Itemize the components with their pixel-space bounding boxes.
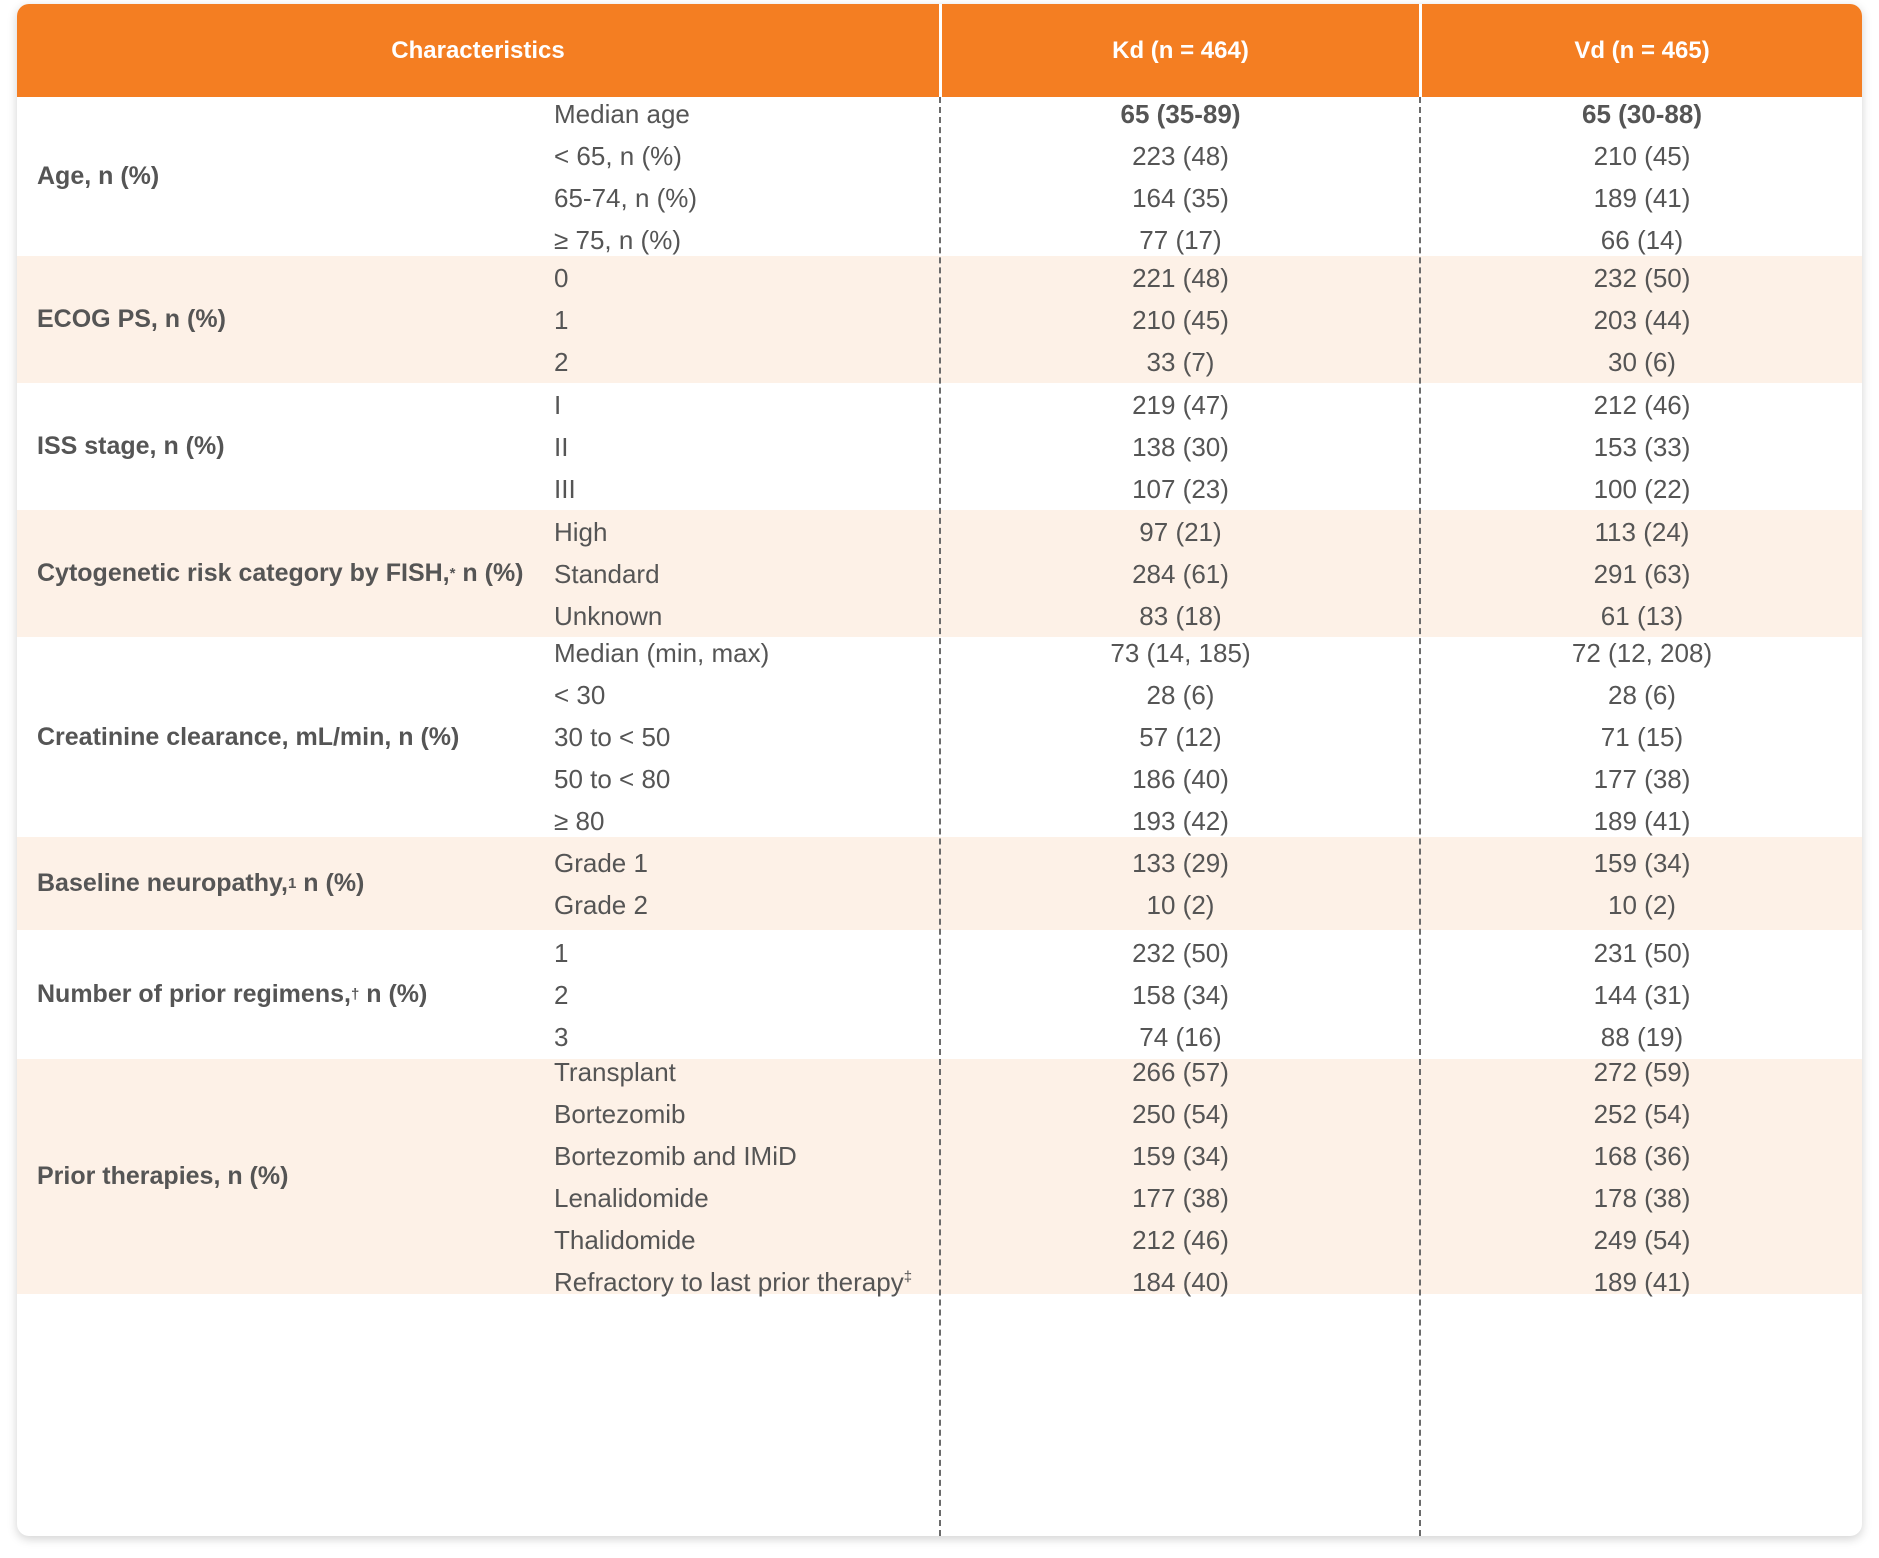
column-divider-kd <box>939 97 941 1536</box>
subcategory-label <box>554 553 662 595</box>
category-label <box>37 1059 537 1294</box>
category-text: Age, n (%) <box>37 162 160 190</box>
vd-column <box>1422 383 1862 510</box>
kd-value: 74 (16) <box>1139 1021 1222 1052</box>
subcategory-text: Thalidomide <box>554 1224 696 1255</box>
vd-value: 28 (6) <box>1608 680 1676 710</box>
kd-value: 210 (45) <box>1132 304 1229 335</box>
vd-value: 113 (24) <box>1594 516 1690 547</box>
kd-value: 177 (38) <box>1132 1182 1229 1213</box>
subcategory-label <box>554 299 568 341</box>
vd-value: 272 (59) <box>1593 1056 1691 1087</box>
kd-column <box>942 837 1419 930</box>
category-label <box>37 510 537 637</box>
kd-column <box>942 256 1419 383</box>
kd-value: 10 (2) <box>1146 889 1215 920</box>
vd-value: 291 (63) <box>1593 558 1691 589</box>
header-vd: Vd (n = 465) <box>1422 4 1862 97</box>
subcategory-text: Refractory to last prior therapy <box>554 1266 904 1297</box>
vd-value: 232 (50) <box>1593 262 1691 293</box>
category-text-tail: n (%) <box>296 869 365 897</box>
vd-value: 252 (54) <box>1593 1098 1691 1129</box>
kd-value: 250 (54) <box>1132 1098 1229 1129</box>
subcategory-label <box>554 1135 912 1177</box>
subcategory-column <box>554 383 576 510</box>
vd-value: 153 (33) <box>1593 431 1691 462</box>
subcategory-label <box>554 1219 912 1261</box>
subcategory-text: Grade 1 <box>554 847 648 878</box>
subcategory-label <box>554 842 648 884</box>
subcategory-text: < 30 <box>554 680 606 710</box>
subcategory-label <box>554 632 769 674</box>
category-text: Cytogenetic risk category by FISH, <box>37 559 450 587</box>
subcategory-label <box>554 674 769 716</box>
subcategory-column <box>554 97 697 256</box>
subcategory-text: 1 <box>554 937 569 968</box>
category-text-tail: n (%) <box>455 559 524 587</box>
characteristics-table <box>17 4 1862 1536</box>
vd-value: 71 (15) <box>1600 722 1684 752</box>
vd-value: 178 (38) <box>1593 1182 1691 1213</box>
subcategory-column <box>554 930 568 1059</box>
vd-value: 61 (13) <box>1600 600 1684 631</box>
category-label <box>37 97 537 256</box>
category-text: ECOG PS, n (%) <box>37 305 226 333</box>
kd-value: 57 (12) <box>1139 722 1222 752</box>
kd-value: 232 (50) <box>1132 937 1229 968</box>
vd-value: 189 (41) <box>1593 182 1691 213</box>
kd-column <box>942 97 1419 256</box>
subcategory-column <box>554 256 568 383</box>
subcategory-text: Transplant <box>554 1056 676 1087</box>
vd-column <box>1422 1056 1862 1297</box>
footnote-mark: ‡ <box>903 1267 913 1285</box>
kd-value: 212 (46) <box>1132 1224 1229 1255</box>
kd-value: 133 (29) <box>1132 847 1229 878</box>
subcategory-text: ≥ 75, n (%) <box>554 224 681 255</box>
subcategory-label <box>554 884 648 926</box>
subcategory-text: 3 <box>554 1021 569 1052</box>
vd-value: 231 (50) <box>1593 937 1691 968</box>
kd-value: 97 (21) <box>1139 516 1222 547</box>
category-text: Creatinine clearance, mL/min, n (%) <box>37 722 460 751</box>
subcategory-label <box>554 1051 912 1093</box>
subcategory-text: Bortezomib and IMiD <box>554 1140 797 1171</box>
kd-value: 223 (48) <box>1132 140 1229 171</box>
subcategory-label <box>554 384 576 426</box>
subcategory-label <box>554 341 568 383</box>
category-text-tail: n (%) <box>359 980 428 1008</box>
subcategory-label <box>554 1261 912 1303</box>
kd-column <box>942 1056 1419 1297</box>
kd-column <box>942 930 1419 1059</box>
category-label <box>37 256 537 383</box>
subcategory-text: 50 to < 80 <box>554 764 671 794</box>
kd-value: 266 (57) <box>1132 1056 1229 1087</box>
footnote-mark: 1 <box>288 875 297 892</box>
subcategory-label <box>554 1093 912 1135</box>
subcategory-text: II <box>554 431 569 462</box>
kd-value: 219 (47) <box>1132 389 1229 420</box>
category-text: Baseline neuropathy, <box>37 869 288 897</box>
vd-value: 159 (34) <box>1593 847 1691 878</box>
vd-value: 210 (45) <box>1593 140 1691 171</box>
vd-value: 144 (31) <box>1593 979 1691 1010</box>
subcategory-text: 30 to < 50 <box>554 722 671 752</box>
subcategory-label <box>554 800 769 842</box>
subcategory-label <box>554 511 662 553</box>
kd-value: 164 (35) <box>1132 182 1229 213</box>
column-divider-vd <box>1419 97 1421 1536</box>
subcategory-text: Median age <box>554 98 690 129</box>
subcategory-text: Bortezomib <box>554 1098 686 1129</box>
subcategory-label <box>554 219 697 261</box>
kd-value: 284 (61) <box>1132 558 1229 589</box>
kd-value: 221 (48) <box>1132 262 1229 293</box>
vd-value: 249 (54) <box>1593 1224 1691 1255</box>
subcategory-text: Grade 2 <box>554 889 648 920</box>
vd-value: 10 (2) <box>1608 889 1676 920</box>
vd-column <box>1422 837 1862 930</box>
subcategory-text: III <box>554 473 576 504</box>
subcategory-label <box>554 177 697 219</box>
subcategory-column <box>554 637 769 837</box>
category-text: Number of prior regimens, <box>37 980 351 1008</box>
kd-value: 83 (18) <box>1139 600 1222 631</box>
subcategory-label <box>554 595 662 637</box>
vd-value: 72 (12, 208) <box>1571 638 1713 668</box>
subcategory-label <box>554 974 568 1016</box>
subcategory-text: Median (min, max) <box>554 638 770 668</box>
subcategory-text: I <box>554 389 562 420</box>
vd-value: 177 (38) <box>1593 764 1691 794</box>
kd-value: 73 (14, 185) <box>1110 638 1251 668</box>
vd-value: 88 (19) <box>1600 1021 1684 1052</box>
vd-value: 65 (30-88) <box>1582 98 1702 129</box>
kd-value: 33 (7) <box>1146 346 1215 377</box>
kd-value: 184 (40) <box>1132 1266 1229 1297</box>
kd-column <box>942 510 1419 637</box>
vd-value: 203 (44) <box>1593 304 1691 335</box>
vd-column <box>1422 510 1862 637</box>
subcategory-text: Unknown <box>554 600 663 631</box>
vd-value: 66 (14) <box>1600 224 1684 255</box>
vd-value: 189 (41) <box>1593 806 1691 836</box>
vd-value: 100 (22) <box>1593 473 1691 504</box>
subcategory-text: 1 <box>554 304 569 335</box>
vd-value: 189 (41) <box>1593 1266 1691 1297</box>
subcategory-label <box>554 758 769 800</box>
vd-value: 30 (6) <box>1608 346 1676 377</box>
header-kd: Kd (n = 464) <box>942 4 1419 97</box>
footnote-mark: † <box>350 986 360 1003</box>
subcategory-label <box>554 93 697 135</box>
kd-value: 193 (42) <box>1132 806 1229 836</box>
vd-column <box>1422 97 1862 256</box>
subcategory-label <box>554 257 568 299</box>
subcategory-text: < 65, n (%) <box>554 140 682 171</box>
subcategory-text: 0 <box>554 262 569 293</box>
subcategory-text: High <box>554 516 608 547</box>
vd-column <box>1422 930 1862 1059</box>
subcategory-label <box>554 426 576 468</box>
subcategory-text: ≥ 80 <box>554 806 605 836</box>
kd-value: 77 (17) <box>1139 224 1222 255</box>
subcategory-text: 2 <box>554 346 569 377</box>
kd-value: 107 (23) <box>1132 473 1229 504</box>
category-label <box>37 930 537 1059</box>
kd-value: 28 (6) <box>1146 680 1215 710</box>
kd-value: 65 (35-89) <box>1120 98 1241 129</box>
subcategory-text: 2 <box>554 979 569 1010</box>
kd-column <box>942 383 1419 510</box>
subcategory-label <box>554 1177 912 1219</box>
subcategory-text: Standard <box>554 558 660 589</box>
vd-value: 212 (46) <box>1593 389 1691 420</box>
subcategory-label <box>554 716 769 758</box>
footnote-mark: * <box>449 565 456 582</box>
header-characteristics: Characteristics <box>17 4 939 97</box>
subcategory-column <box>554 510 662 637</box>
subcategory-text: 65-74, n (%) <box>554 182 698 213</box>
vd-column <box>1422 637 1862 837</box>
category-label <box>37 837 537 930</box>
vd-column <box>1422 256 1862 383</box>
subcategory-label <box>554 932 568 974</box>
category-label <box>37 383 537 510</box>
kd-value: 138 (30) <box>1132 431 1229 462</box>
subcategory-column <box>554 837 648 930</box>
subcategory-text: Lenalidomide <box>554 1182 709 1213</box>
kd-value: 186 (40) <box>1132 764 1229 794</box>
subcategory-label <box>554 468 576 510</box>
kd-value: 158 (34) <box>1132 979 1229 1010</box>
category-text: Prior therapies, n (%) <box>37 1162 289 1190</box>
subcategory-column <box>554 1056 913 1297</box>
kd-column <box>942 637 1419 837</box>
vd-value: 168 (36) <box>1593 1140 1691 1171</box>
kd-value: 159 (34) <box>1132 1140 1229 1171</box>
category-label <box>37 637 537 837</box>
category-text: ISS stage, n (%) <box>37 432 225 460</box>
subcategory-label <box>554 135 697 177</box>
